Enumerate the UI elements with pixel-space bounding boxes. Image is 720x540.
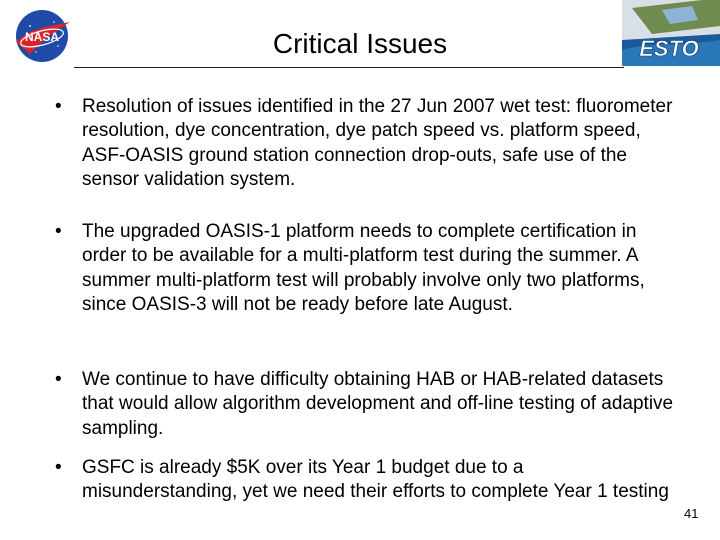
bullet-text: Resolution of issues identified in the 27 Jun 2007 wet test: fluorometer resolution, dye concentration, dye patch speed vs. platform speed, ASF-OASIS ground station connection drop-outs, safe use of the sensor validation system. xyxy=(82,96,673,190)
page-number: 41 xyxy=(684,506,699,521)
bullet-dot: • xyxy=(55,457,62,478)
bullet-dot: • xyxy=(55,221,62,242)
bullet-item xyxy=(55,95,675,192)
bullet-text: GSFC is already $5K over its Year 1 budget due to a misunderstanding, yet we need their efforts to complete Year 1 testing xyxy=(82,457,669,503)
bullet-dot: • xyxy=(55,96,62,117)
bullet-item xyxy=(55,456,675,505)
bullet-item xyxy=(55,220,675,317)
bullet-item xyxy=(55,368,675,441)
bullet-text: We continue to have difficulty obtaining HAB or HAB-related datasets that would allow algorithm development and off-line testing of adaptive sampling. xyxy=(82,369,674,439)
slide-title: Critical Issues xyxy=(272,28,448,59)
bullet-text: The upgraded OASIS-1 platform needs to complete certification in order to be available for a multi-platform test during the summer. A summer multi-platform test will probably involve only two platforms, since OASIS-3 will not be ready before late August. xyxy=(82,221,645,315)
esto-logo-text: ESTO xyxy=(639,36,699,61)
bullet-dot: • xyxy=(55,369,62,390)
nasa-logo-text: NASA xyxy=(24,30,60,44)
